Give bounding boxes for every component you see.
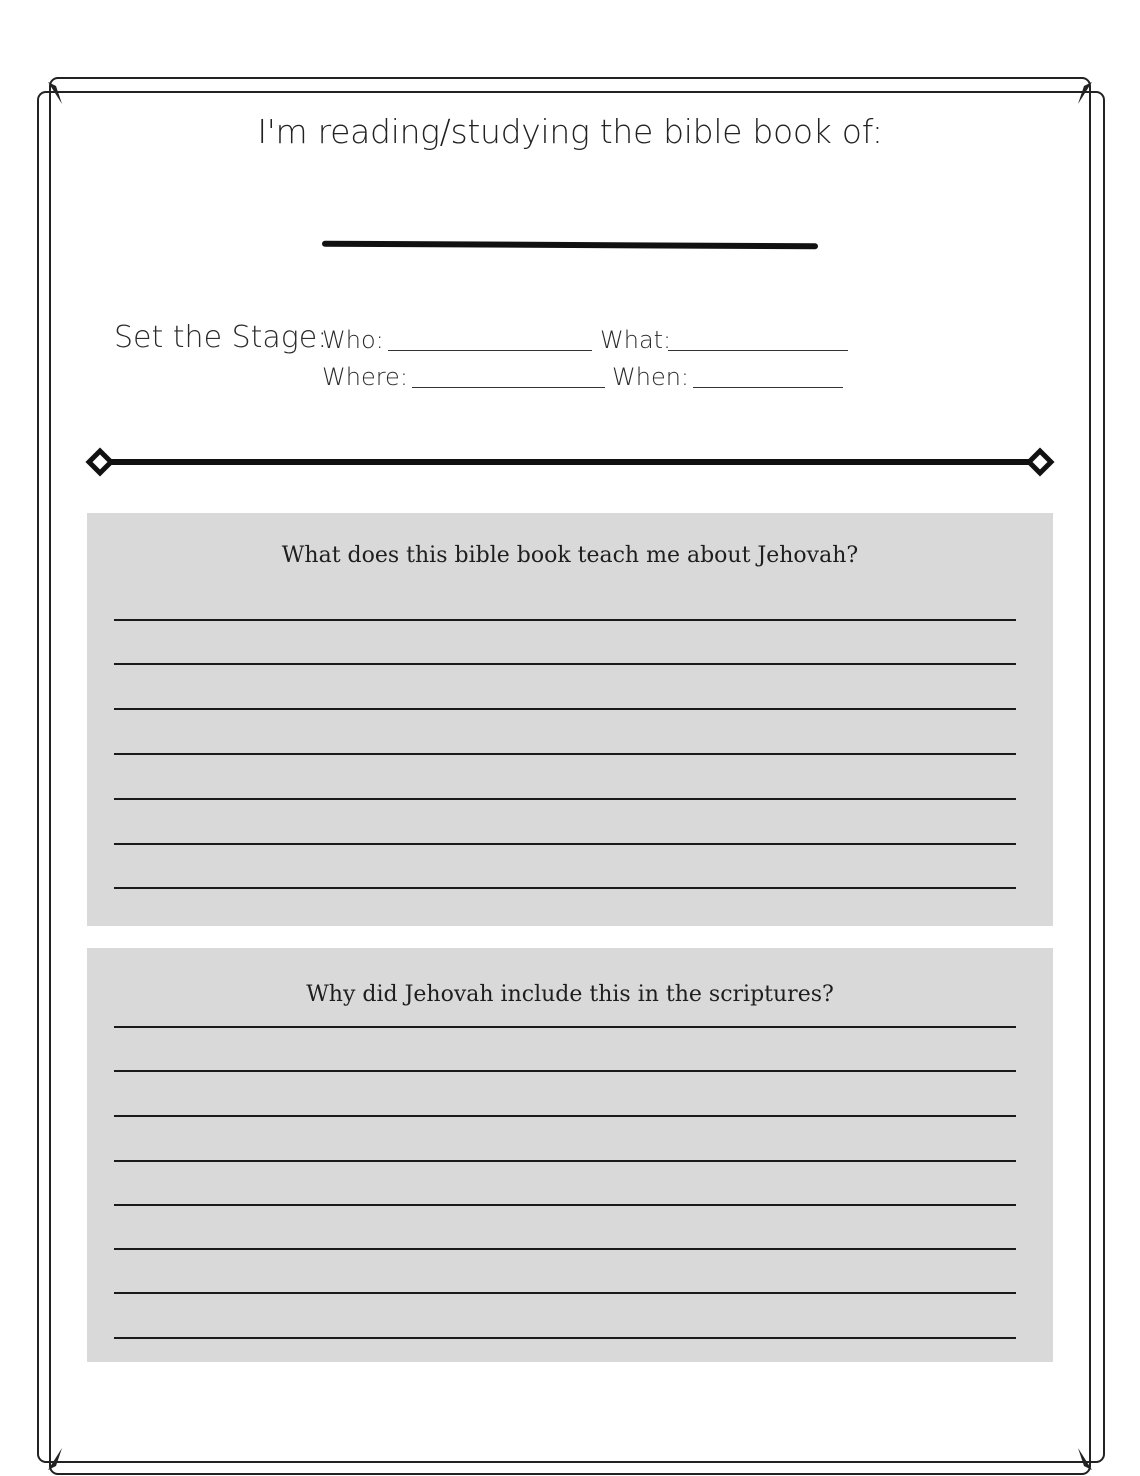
writing-line[interactable] [114, 753, 1016, 755]
page-title: I'm reading/studying the bible book of: [257, 112, 883, 151]
writing-line[interactable] [114, 1115, 1016, 1117]
why-included-section [87, 948, 1053, 1362]
divider-right-diamond [1029, 451, 1051, 473]
where-blank[interactable] [412, 387, 605, 388]
writing-line[interactable] [114, 1248, 1016, 1250]
who-label: Who: [322, 326, 384, 354]
writing-line[interactable] [114, 1026, 1016, 1028]
section-question: Why did Jehovah include this in the scriptures? [306, 982, 834, 1007]
jehovah-teaching-section [87, 513, 1053, 926]
writing-line[interactable] [114, 1160, 1016, 1162]
writing-line[interactable] [114, 887, 1016, 889]
who-blank[interactable] [388, 350, 592, 351]
divider-left-diamond [89, 451, 111, 473]
what-label: What: [600, 326, 672, 354]
section-question: What does this bible book teach me about Jehovah? [281, 543, 859, 568]
writing-line[interactable] [114, 843, 1016, 845]
writing-line[interactable] [114, 708, 1016, 710]
writing-line[interactable] [114, 663, 1016, 665]
when-blank[interactable] [693, 387, 843, 388]
writing-line[interactable] [114, 619, 1016, 621]
where-label: Where: [322, 363, 408, 391]
writing-line[interactable] [114, 1337, 1016, 1339]
what-blank[interactable] [668, 350, 848, 351]
when-label: When: [612, 363, 690, 391]
writing-line[interactable] [114, 1204, 1016, 1206]
set-the-stage-label: Set the Stage: [114, 320, 328, 355]
writing-line[interactable] [114, 1070, 1016, 1072]
writing-line[interactable] [114, 1292, 1016, 1294]
writing-line[interactable] [114, 798, 1016, 800]
section-divider [0, 440, 1140, 484]
